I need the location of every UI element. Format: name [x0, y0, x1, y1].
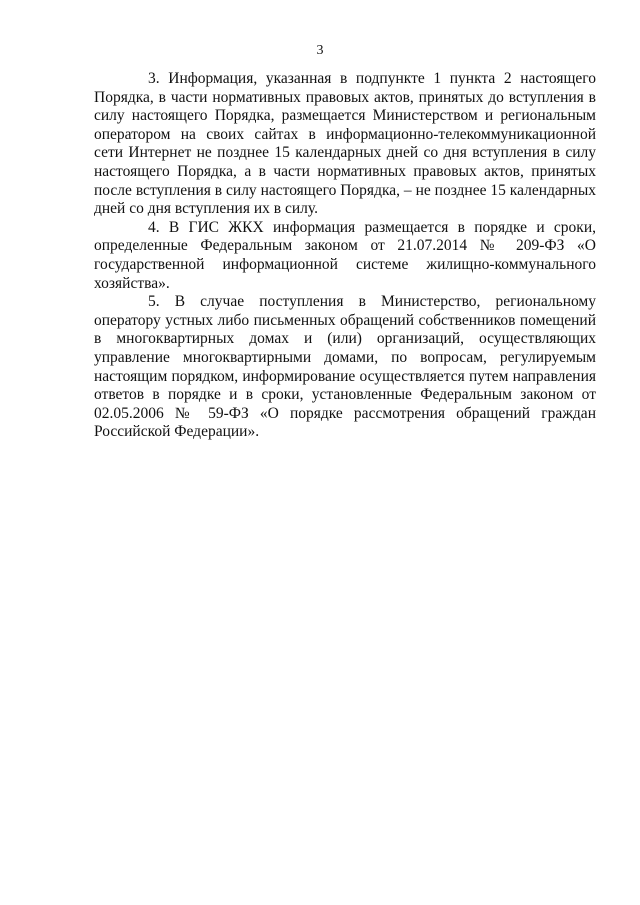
paragraph-4: 4. В ГИС ЖКХ информация размещается в порядке и сроки, определенные Федеральным законом от 21.07.2014 № 209-ФЗ «О государственной информационной системе жилищно-коммунального хозяйства».: [94, 218, 596, 292]
paragraph-5: 5. В случае поступления в Министерство, региональному оператору устных либо письменных обращений собственников помещений в многоквартирных домах и (или) организаций, осуществляющих управление многоквартирными домами, по вопросам, регулируемым настоящим порядком, информирование осуществляется путем направления ответов в порядке и в сроки, установленные Федеральным законом от 02.05.2006 № 59-ФЗ «О порядке рассмотрения обращений граждан Российской Федерации».: [94, 293, 596, 441]
document-body: [94, 70, 596, 442]
paragraph-3: 3. Информация, указанная в подпункте 1 пункта 2 настоящего Порядка, в части нормативных правовых актов, принятых до вступления в силу настоящего Порядка, размещается Министерством и региональным оператором на своих сайтах в информационно-телекоммуникационной сети Интернет не позднее 15 календарных дней со дня вступления в силу настоящего Порядка, а в части нормативных правовых актов, принятых после вступления в силу настоящего Порядка, – не позднее 15 календарных дней со дня вступления их в силу.: [94, 70, 596, 218]
page-number: 3: [316, 43, 324, 58]
